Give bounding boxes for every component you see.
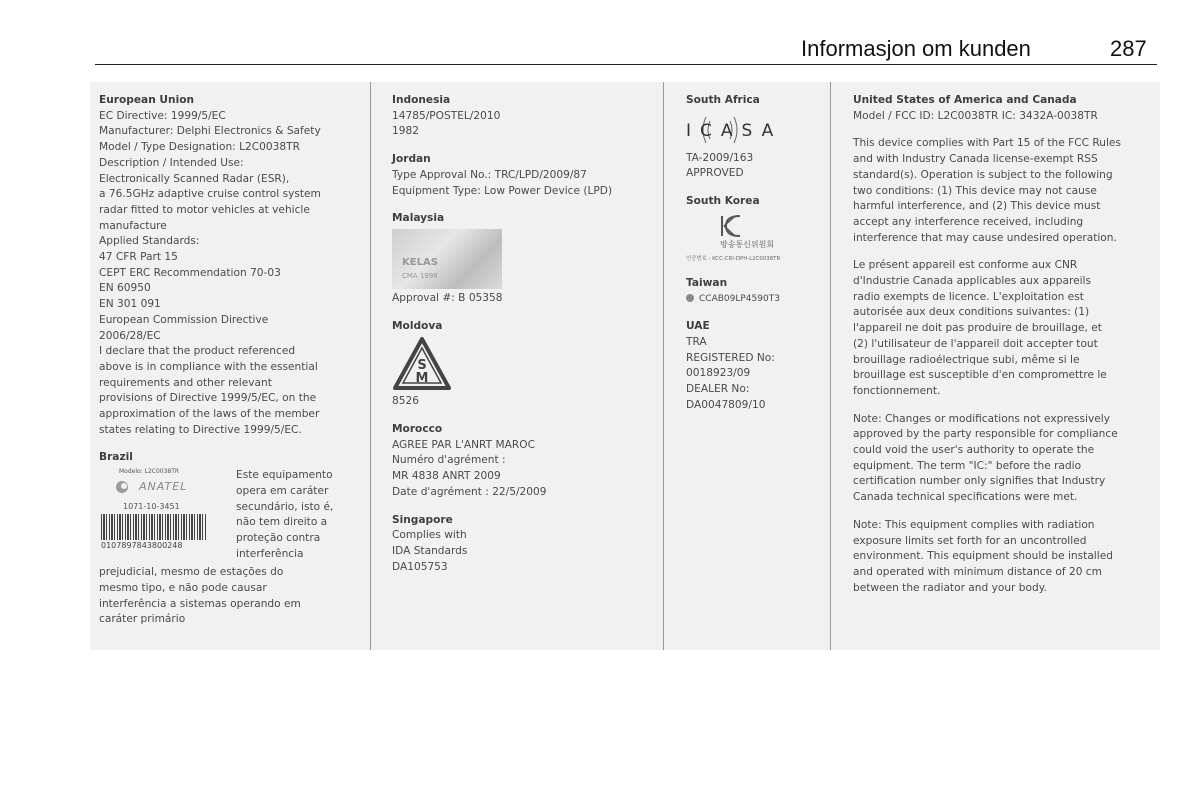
note-changes-line: Note: Changes or modifications not expressively [853, 412, 1110, 425]
indonesia-line: 1982 [392, 125, 419, 138]
note-radiation-line: between the radiator and your body. [853, 581, 1047, 594]
uae-heading: UAE [686, 320, 710, 333]
korea-certification: 인증번호 : KCC-CRI-DPH-L2C0038TR [686, 255, 781, 262]
uae-line: 0018923/09 [686, 367, 751, 380]
column-africa-asia-uae [686, 93, 824, 425]
french-paragraph-line: radio exempts de licence. L'exploitation est [853, 290, 1084, 303]
barcode [101, 514, 207, 540]
singapore-line: DA105753 [392, 560, 448, 573]
note-radiation-line: Note: This equipment complies with radiation [853, 518, 1095, 531]
uae-line: TRA [686, 335, 707, 348]
eu-line: manufacture [99, 219, 167, 232]
icasa-logo-text: ICASA [686, 120, 783, 141]
column-europe-brazil [99, 93, 361, 628]
eu-line: Manufacturer: Delphi Electronics & Safety [99, 125, 321, 138]
kc-mark-icon [716, 213, 746, 239]
french-paragraph-line: Le présent appareil est conforme aux CNR [853, 259, 1078, 272]
page-title: Informasjon om kunden [801, 36, 1031, 61]
svg-text:M: M [415, 371, 429, 387]
morocco-line: Date d'agrément : 22/5/2009 [392, 485, 547, 498]
brazil-heading: Brazil [99, 451, 133, 464]
note-changes-line: certification number only signifies that Industry [853, 475, 1106, 488]
header-rule [95, 64, 1157, 65]
french-paragraph-line: l'appareil ne doit pas produire de brouillage, et [853, 322, 1102, 335]
eu-line: EN 301 091 [99, 298, 161, 311]
eu-line: 47 CFR Part 15 [99, 251, 178, 264]
morocco-line: AGREE PAR L'ANRT MAROC [392, 438, 535, 451]
eu-heading: European Union [99, 94, 195, 106]
eu-line: Description / Intended Use: [99, 156, 244, 169]
column-asia-africa [392, 93, 654, 587]
taiwan-code: CCAB09LP4590T3 [699, 293, 780, 304]
korea-agency: 방송통신위원회 [720, 239, 775, 249]
eu-line: Applied Standards: [99, 235, 200, 248]
ncc-logo-icon [686, 294, 694, 302]
malaysia-stamp-text: KELAS [402, 256, 438, 268]
uae-line: DEALER No: [686, 383, 750, 396]
malaysia-approval-stamp [392, 229, 502, 289]
brazil-text-line: prejudicial, mesmo de estações do [99, 566, 284, 579]
malaysia-heading: Malaysia [392, 212, 445, 225]
anatel-logo-icon [115, 480, 141, 494]
jordan-heading: Jordan [392, 153, 431, 166]
french-paragraph-line: (2) l'utilisateur de l'appareil doit accepter tout [853, 337, 1098, 350]
column-divider-3 [830, 82, 831, 650]
barcode-number: 0107897843800248 [101, 541, 183, 551]
south-africa-line: APPROVED [686, 167, 744, 180]
taiwan-heading: Taiwan [686, 276, 728, 289]
eu-line: European Commission Directive [99, 313, 269, 326]
eu-line: a 76.5GHz adaptive cruise control system [99, 188, 321, 201]
fcc-paragraph-line: and with Industry Canada license-exempt RSS [853, 153, 1098, 166]
moldova-heading: Moldova [392, 319, 443, 332]
morocco-line: MR 4838 ANRT 2009 [392, 470, 501, 483]
malaysia-stamp-text: CMA 1998 [402, 271, 438, 280]
note-changes-line: equipment. The term "IC:" before the radio [853, 459, 1082, 472]
uae-line: DA0047809/10 [686, 398, 766, 411]
us-canada-heading: United States of America and Canada [853, 94, 1077, 106]
eu-line: approximation of the laws of the member [99, 408, 320, 421]
fcc-paragraph-line: This device complies with Part 15 of the FCC Rules [853, 137, 1121, 150]
brazil-text-line: interferência [236, 547, 304, 560]
brazil-text-line: Este equipamento [236, 469, 333, 482]
french-paragraph-line: brouillage est susceptible d'en compromettre le [853, 369, 1107, 382]
eu-line: CEPT ERC Recommendation 70-03 [99, 266, 281, 279]
taiwan-line [686, 292, 824, 308]
note-changes-line: could void the user's authority to operate the [853, 444, 1095, 457]
fcc-paragraph-line: two conditions: (1) This device may not cause [853, 184, 1097, 197]
uae-line: REGISTERED No: [686, 351, 775, 364]
malaysia-line: Approval #: B 05358 [392, 291, 503, 304]
column-divider-1 [370, 82, 371, 650]
morocco-heading: Morocco [392, 423, 443, 436]
indonesia-heading: Indonesia [392, 94, 451, 106]
singapore-line: IDA Standards [392, 544, 468, 557]
brazil-text-line: proteção contra [236, 531, 321, 544]
morocco-line: Numéro d'agrément : [392, 454, 506, 467]
eu-line: I declare that the product referenced [99, 345, 296, 358]
jordan-line: Type Approval No.: TRC/LPD/2009/87 [392, 168, 587, 181]
south-korea-heading: South Korea [686, 195, 760, 208]
column-divider-2 [663, 82, 664, 650]
fcc-paragraph-line: interference that may cause undesired operation. [853, 231, 1117, 244]
brazil-text-line: secundário, isto é, [236, 500, 334, 513]
fcc-paragraph-line: harmful interference, and (2) This device must [853, 200, 1101, 213]
french-paragraph-line: autorisée aux deux conditions suivantes: (1) [853, 306, 1090, 319]
french-paragraph-line: brouillage radioélectrique subi, même si le [853, 353, 1080, 366]
note-radiation-line: environment. This equipment should be installed [853, 550, 1113, 563]
eu-line: Electronically Scanned Radar (ESR), [99, 172, 290, 185]
eu-line: Model / Type Designation: L2C0038TR [99, 141, 300, 154]
eu-line: EC Directive: 1999/5/EC [99, 109, 226, 122]
french-paragraph-line: fonctionnement. [853, 384, 941, 397]
anatel-label [99, 468, 209, 558]
icasa-logo [686, 109, 824, 151]
eu-line: above is in compliance with the essential [99, 360, 318, 373]
singapore-line: Complies with [392, 529, 467, 542]
brazil-text-line: opera em caráter [236, 484, 329, 497]
fcc-paragraph-line: accept any interference received, including [853, 215, 1084, 228]
note-radiation-line: and operated with minimum distance of 20 cm [853, 565, 1102, 578]
eu-line: requirements and other relevant [99, 376, 272, 389]
svg-text:S: S [417, 358, 427, 374]
eu-line: provisions of Directive 1999/5/EC, on the [99, 392, 317, 405]
anatel-model-text: Modelo: L2C0038TR [119, 468, 180, 476]
eu-line: states relating to Directive 1999/5/EC. [99, 423, 302, 436]
french-paragraph-line: d'Industrie Canada applicables aux appareils [853, 275, 1091, 288]
moldova-sm-mark-icon [392, 336, 452, 392]
brazil-text-line: interferência a sistemas operando em [99, 597, 301, 610]
singapore-heading: Singapore [392, 513, 453, 526]
brazil-text-line: mesmo tipo, e não pode causar [99, 581, 267, 594]
anatel-code: 1071-10-3451 [123, 502, 180, 512]
us-canada-model: Model / FCC ID: L2C0038TR IC: 3432A-0038TR [853, 109, 1098, 122]
eu-line: EN 60950 [99, 282, 151, 295]
note-changes-line: approved by the party responsible for compliance [853, 428, 1118, 441]
eu-line: radar fitted to motor vehicles at vehicle [99, 203, 310, 216]
moldova-number: 8526 [392, 395, 419, 408]
indonesia-line: 14785/POSTEL/2010 [392, 109, 501, 122]
south-africa-heading: South Africa [686, 94, 760, 106]
fcc-paragraph-line: standard(s). Operation is subject to the following [853, 168, 1113, 181]
note-radiation-line: exposure limits set forth for an uncontrolled [853, 534, 1087, 547]
brazil-text-line: não tem direito a [236, 516, 328, 529]
brazil-text-line: caráter primário [99, 613, 186, 626]
column-usa-canada [853, 93, 1153, 608]
south-africa-line: TA-2009/163 [686, 151, 754, 164]
eu-line: 2006/28/EC [99, 329, 161, 342]
page-number: 287 [1110, 36, 1147, 61]
jordan-line: Equipment Type: Low Power Device (LPD) [392, 184, 613, 197]
note-changes-line: Canada technical specifications were met. [853, 491, 1078, 504]
anatel-name: ANATEL [139, 480, 188, 494]
